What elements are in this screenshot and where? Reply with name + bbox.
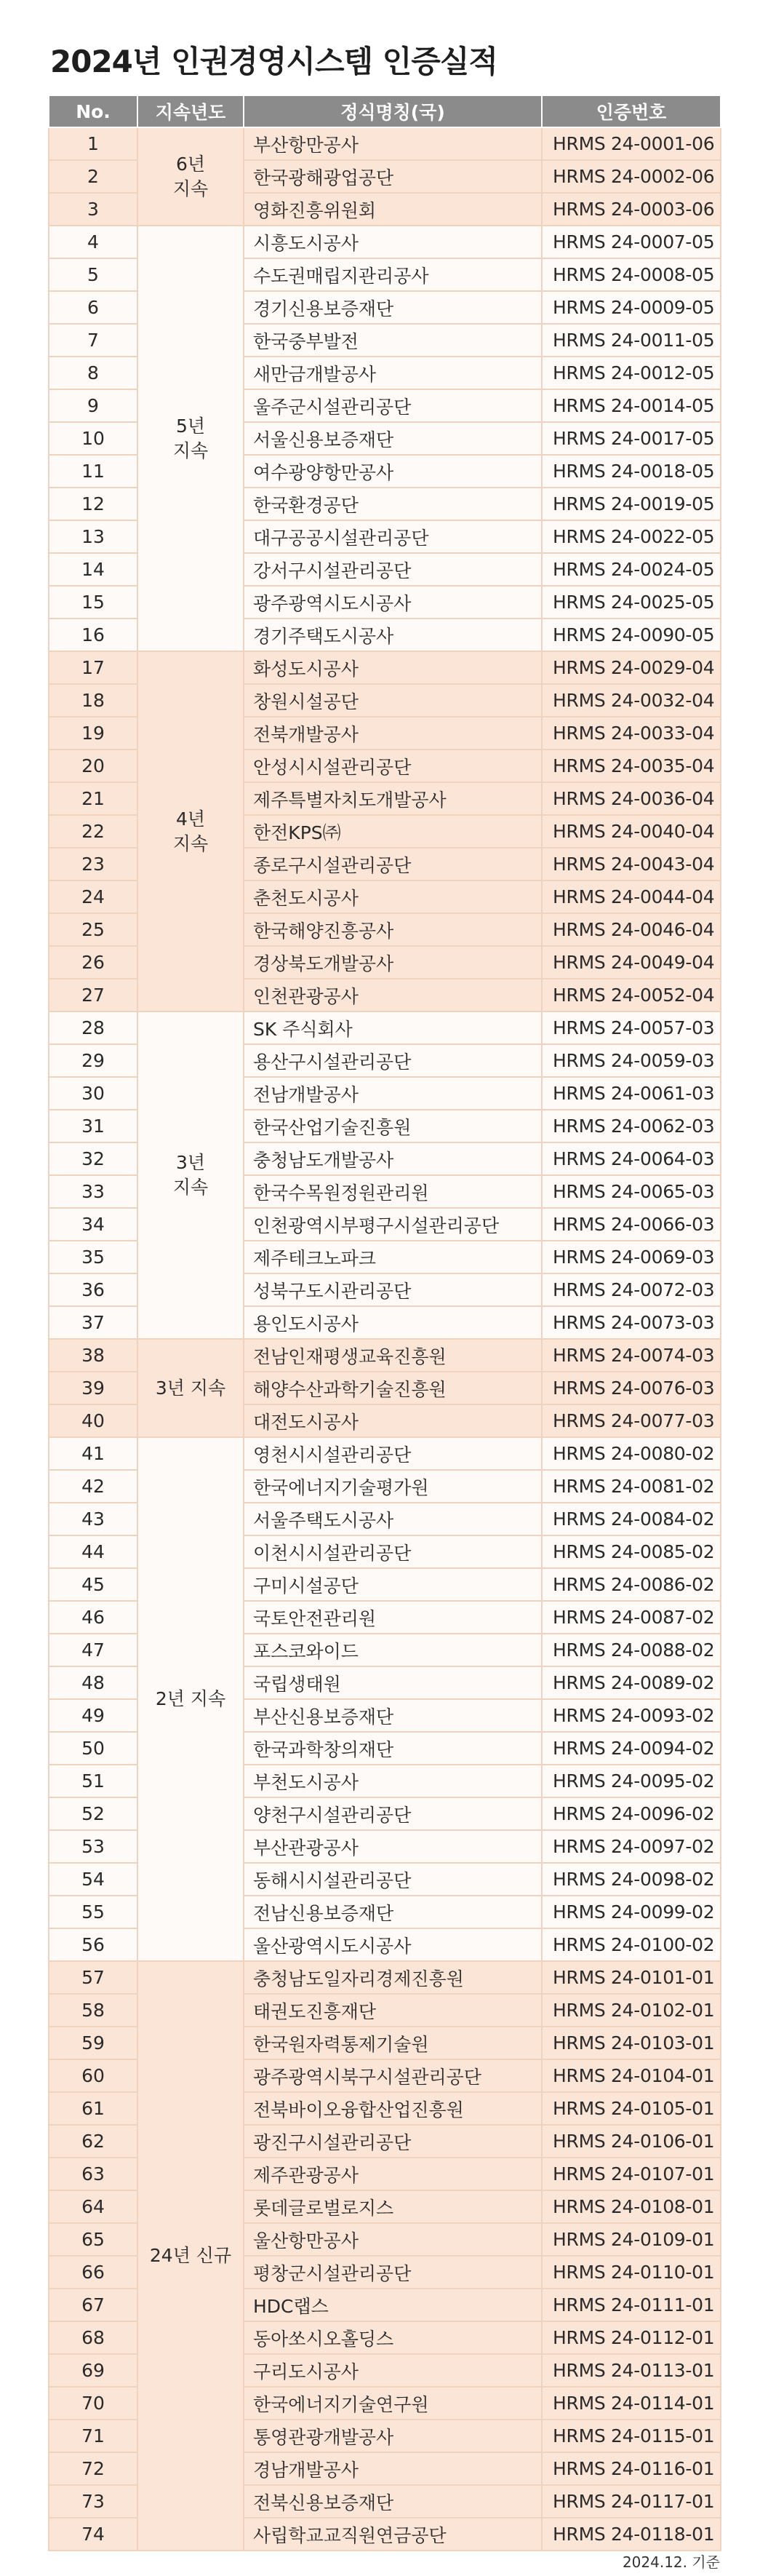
certification-number: HRMS 24-0087-02 bbox=[542, 1601, 721, 1634]
organization-name: 용산구시설관리공단 bbox=[244, 1044, 542, 1077]
organization-name: 화성도시공사 bbox=[244, 651, 542, 684]
organization-name: 성북구도시관리공단 bbox=[244, 1273, 542, 1306]
certification-number: HRMS 24-0100-02 bbox=[542, 1928, 721, 1961]
row-number: 9 bbox=[49, 389, 137, 422]
table-row bbox=[49, 226, 721, 258]
certification-number: HRMS 24-0069-03 bbox=[542, 1241, 721, 1273]
row-number: 51 bbox=[49, 1765, 137, 1797]
header-name: 정식명칭(국) bbox=[244, 95, 542, 127]
organization-name: 용인도시공사 bbox=[244, 1306, 542, 1339]
row-number: 43 bbox=[49, 1503, 137, 1535]
table-row bbox=[49, 1011, 721, 1044]
certification-number: HRMS 24-0003-06 bbox=[542, 193, 721, 226]
table-body bbox=[49, 127, 721, 2551]
certification-number: HRMS 24-0115-01 bbox=[542, 2420, 721, 2452]
organization-name: 서울주택도시공사 bbox=[244, 1503, 542, 1535]
organization-name: 사립학교교직원연금공단 bbox=[244, 2518, 542, 2551]
duration-group-label: 3년 지속 bbox=[137, 1339, 244, 1437]
certification-table-container bbox=[48, 95, 720, 2551]
row-number: 3 bbox=[49, 193, 137, 226]
certification-number: HRMS 24-0072-03 bbox=[542, 1273, 721, 1306]
organization-name: 부산관광공사 bbox=[244, 1830, 542, 1863]
certification-number: HRMS 24-0036-04 bbox=[542, 782, 721, 815]
row-number: 52 bbox=[49, 1797, 137, 1830]
row-number: 45 bbox=[49, 1568, 137, 1601]
certification-number: HRMS 24-0106-01 bbox=[542, 2125, 721, 2158]
row-number: 27 bbox=[49, 979, 137, 1011]
certification-number: HRMS 24-0066-03 bbox=[542, 1208, 721, 1241]
row-number: 32 bbox=[49, 1142, 137, 1175]
row-number: 73 bbox=[49, 2485, 137, 2518]
row-number: 60 bbox=[49, 2059, 137, 2092]
organization-name: 광주광역시도시공사 bbox=[244, 586, 542, 619]
row-number: 59 bbox=[49, 2027, 137, 2059]
certification-number: HRMS 24-0098-02 bbox=[542, 1863, 721, 1896]
certification-number: HRMS 24-0086-02 bbox=[542, 1568, 721, 1601]
certification-number: HRMS 24-0065-03 bbox=[542, 1175, 721, 1208]
certification-number: HRMS 24-0118-01 bbox=[542, 2518, 721, 2551]
organization-name: 창원시설공단 bbox=[244, 684, 542, 717]
organization-name: 한전KPS㈜ bbox=[244, 815, 542, 848]
certification-number: HRMS 24-0084-02 bbox=[542, 1503, 721, 1535]
row-number: 55 bbox=[49, 1896, 137, 1928]
header-cert-id: 인증번호 bbox=[542, 95, 721, 127]
certification-number: HRMS 24-0081-02 bbox=[542, 1470, 721, 1503]
organization-name: SK 주식회사 bbox=[244, 1011, 542, 1044]
organization-name: 동아쏘시오홀딩스 bbox=[244, 2321, 542, 2354]
certification-number: HRMS 24-0090-05 bbox=[542, 619, 721, 651]
certification-number: HRMS 24-0017-05 bbox=[542, 422, 721, 455]
organization-name: 통영관광개발공사 bbox=[244, 2420, 542, 2452]
duration-group-label: 5년 지속 bbox=[137, 226, 244, 651]
certification-number: HRMS 24-0046-04 bbox=[542, 913, 721, 946]
row-number: 46 bbox=[49, 1601, 137, 1634]
table-row bbox=[49, 1437, 721, 1470]
certification-number: HRMS 24-0008-05 bbox=[542, 258, 721, 291]
row-number: 53 bbox=[49, 1830, 137, 1863]
certification-number: HRMS 24-0085-02 bbox=[542, 1535, 721, 1568]
organization-name: 안성시시설관리공단 bbox=[244, 750, 542, 782]
certification-number: HRMS 24-0099-02 bbox=[542, 1896, 721, 1928]
row-number: 28 bbox=[49, 1011, 137, 1044]
organization-name: 광주광역시북구시설관리공단 bbox=[244, 2059, 542, 2092]
certification-number: HRMS 24-0057-03 bbox=[542, 1011, 721, 1044]
row-number: 6 bbox=[49, 291, 137, 324]
organization-name: 한국중부발전 bbox=[244, 324, 542, 357]
organization-name: 롯데글로벌로지스 bbox=[244, 2190, 542, 2223]
certification-number: HRMS 24-0114-01 bbox=[542, 2387, 721, 2420]
organization-name: HDC랩스 bbox=[244, 2289, 542, 2321]
row-number: 17 bbox=[49, 651, 137, 684]
organization-name: 광진구시설관리공단 bbox=[244, 2125, 542, 2158]
organization-name: 전북바이오융합산업진흥원 bbox=[244, 2092, 542, 2125]
row-number: 31 bbox=[49, 1110, 137, 1142]
organization-name: 한국원자력통제기술원 bbox=[244, 2027, 542, 2059]
organization-name: 제주관광공사 bbox=[244, 2158, 542, 2190]
row-number: 16 bbox=[49, 619, 137, 651]
table-row bbox=[49, 651, 721, 684]
certification-number: HRMS 24-0035-04 bbox=[542, 750, 721, 782]
organization-name: 한국산업기술진흥원 bbox=[244, 1110, 542, 1142]
certification-number: HRMS 24-0116-01 bbox=[542, 2452, 721, 2485]
organization-name: 해양수산과학기술진흥원 bbox=[244, 1372, 542, 1404]
row-number: 29 bbox=[49, 1044, 137, 1077]
certification-number: HRMS 24-0024-05 bbox=[542, 553, 721, 586]
organization-name: 한국에너지기술연구원 bbox=[244, 2387, 542, 2420]
organization-name: 춘천도시공사 bbox=[244, 880, 542, 913]
organization-name: 국토안전관리원 bbox=[244, 1601, 542, 1634]
row-number: 11 bbox=[49, 455, 137, 488]
certification-number: HRMS 24-0014-05 bbox=[542, 389, 721, 422]
table-row bbox=[49, 1339, 721, 1372]
row-number: 71 bbox=[49, 2420, 137, 2452]
row-number: 74 bbox=[49, 2518, 137, 2551]
certification-number: HRMS 24-0113-01 bbox=[542, 2354, 721, 2387]
row-number: 44 bbox=[49, 1535, 137, 1568]
organization-name: 한국과학창의재단 bbox=[244, 1732, 542, 1765]
duration-group-label: 3년 지속 bbox=[137, 1011, 244, 1339]
row-number: 54 bbox=[49, 1863, 137, 1896]
row-number: 8 bbox=[49, 357, 137, 389]
certification-number: HRMS 24-0059-03 bbox=[542, 1044, 721, 1077]
certification-number: HRMS 24-0002-06 bbox=[542, 160, 721, 193]
certification-number: HRMS 24-0103-01 bbox=[542, 2027, 721, 2059]
organization-name: 인천광역시부평구시설관리공단 bbox=[244, 1208, 542, 1241]
row-number: 33 bbox=[49, 1175, 137, 1208]
row-number: 63 bbox=[49, 2158, 137, 2190]
certification-number: HRMS 24-0073-03 bbox=[542, 1306, 721, 1339]
row-number: 40 bbox=[49, 1404, 137, 1437]
organization-name: 제주테크노파크 bbox=[244, 1241, 542, 1273]
certification-number: HRMS 24-0096-02 bbox=[542, 1797, 721, 1830]
row-number: 42 bbox=[49, 1470, 137, 1503]
organization-name: 전남신용보증재단 bbox=[244, 1896, 542, 1928]
organization-name: 울산광역시도시공사 bbox=[244, 1928, 542, 1961]
certification-number: HRMS 24-0029-04 bbox=[542, 651, 721, 684]
row-number: 58 bbox=[49, 1994, 137, 2027]
organization-name: 여수광양항만공사 bbox=[244, 455, 542, 488]
organization-name: 동해시시설관리공단 bbox=[244, 1863, 542, 1896]
organization-name: 시흥도시공사 bbox=[244, 226, 542, 258]
row-number: 38 bbox=[49, 1339, 137, 1372]
row-number: 56 bbox=[49, 1928, 137, 1961]
row-number: 50 bbox=[49, 1732, 137, 1765]
row-number: 5 bbox=[49, 258, 137, 291]
organization-name: 한국해양진흥공사 bbox=[244, 913, 542, 946]
organization-name: 종로구시설관리공단 bbox=[244, 848, 542, 880]
certification-number: HRMS 24-0001-06 bbox=[542, 127, 721, 160]
row-number: 49 bbox=[49, 1699, 137, 1732]
organization-name: 태권도진흥재단 bbox=[244, 1994, 542, 2027]
certification-number: HRMS 24-0095-02 bbox=[542, 1765, 721, 1797]
row-number: 20 bbox=[49, 750, 137, 782]
organization-name: 경기신용보증재단 bbox=[244, 291, 542, 324]
duration-group-label: 2년 지속 bbox=[137, 1437, 244, 1961]
certification-number: HRMS 24-0102-01 bbox=[542, 1994, 721, 2027]
row-number: 13 bbox=[49, 520, 137, 553]
organization-name: 구리도시공사 bbox=[244, 2354, 542, 2387]
row-number: 12 bbox=[49, 488, 137, 520]
certification-number: HRMS 24-0018-05 bbox=[542, 455, 721, 488]
organization-name: 대구공공시설관리공단 bbox=[244, 520, 542, 553]
certification-number: HRMS 24-0109-01 bbox=[542, 2223, 721, 2256]
row-number: 34 bbox=[49, 1208, 137, 1241]
certification-number: HRMS 24-0088-02 bbox=[542, 1634, 721, 1666]
row-number: 72 bbox=[49, 2452, 137, 2485]
certification-number: HRMS 24-0093-02 bbox=[542, 1699, 721, 1732]
row-number: 4 bbox=[49, 226, 137, 258]
organization-name: 경상북도개발공사 bbox=[244, 946, 542, 979]
organization-name: 충청남도일자리경제진흥원 bbox=[244, 1961, 542, 1994]
certification-number: HRMS 24-0032-04 bbox=[542, 684, 721, 717]
organization-name: 부산신용보증재단 bbox=[244, 1699, 542, 1732]
row-number: 10 bbox=[49, 422, 137, 455]
row-number: 39 bbox=[49, 1372, 137, 1404]
row-number: 41 bbox=[49, 1437, 137, 1470]
organization-name: 이천시시설관리공단 bbox=[244, 1535, 542, 1568]
organization-name: 인천관광공사 bbox=[244, 979, 542, 1011]
row-number: 21 bbox=[49, 782, 137, 815]
row-number: 36 bbox=[49, 1273, 137, 1306]
duration-group-label: 24년 신규 bbox=[137, 1961, 244, 2551]
certification-number: HRMS 24-0104-01 bbox=[542, 2059, 721, 2092]
duration-group-label: 4년 지속 bbox=[137, 651, 244, 1011]
certification-number: HRMS 24-0009-05 bbox=[542, 291, 721, 324]
certification-number: HRMS 24-0022-05 bbox=[542, 520, 721, 553]
organization-name: 경기주택도시공사 bbox=[244, 619, 542, 651]
organization-name: 영천시시설관리공단 bbox=[244, 1437, 542, 1470]
row-number: 15 bbox=[49, 586, 137, 619]
organization-name: 영화진흥위원회 bbox=[244, 193, 542, 226]
organization-name: 구미시설공단 bbox=[244, 1568, 542, 1601]
organization-name: 대전도시공사 bbox=[244, 1404, 542, 1437]
certification-number: HRMS 24-0033-04 bbox=[542, 717, 721, 750]
row-number: 26 bbox=[49, 946, 137, 979]
organization-name: 제주특별자치도개발공사 bbox=[244, 782, 542, 815]
row-number: 35 bbox=[49, 1241, 137, 1273]
header-years: 지속년도 bbox=[137, 95, 244, 127]
row-number: 57 bbox=[49, 1961, 137, 1994]
organization-name: 전북개발공사 bbox=[244, 717, 542, 750]
certification-number: HRMS 24-0112-01 bbox=[542, 2321, 721, 2354]
row-number: 30 bbox=[49, 1077, 137, 1110]
certification-number: HRMS 24-0111-01 bbox=[542, 2289, 721, 2321]
row-number: 48 bbox=[49, 1666, 137, 1699]
organization-name: 울주군시설관리공단 bbox=[244, 389, 542, 422]
certification-number: HRMS 24-0040-04 bbox=[542, 815, 721, 848]
certification-number: HRMS 24-0012-05 bbox=[542, 357, 721, 389]
organization-name: 부산항만공사 bbox=[244, 127, 542, 160]
row-number: 19 bbox=[49, 717, 137, 750]
organization-name: 포스코와이드 bbox=[244, 1634, 542, 1666]
duration-group-label: 6년 지속 bbox=[137, 127, 244, 226]
row-number: 62 bbox=[49, 2125, 137, 2158]
organization-name: 한국에너지기술평가원 bbox=[244, 1470, 542, 1503]
organization-name: 충청남도개발공사 bbox=[244, 1142, 542, 1175]
row-number: 22 bbox=[49, 815, 137, 848]
row-number: 65 bbox=[49, 2223, 137, 2256]
organization-name: 전남개발공사 bbox=[244, 1077, 542, 1110]
certification-number: HRMS 24-0089-02 bbox=[542, 1666, 721, 1699]
row-number: 61 bbox=[49, 2092, 137, 2125]
row-number: 14 bbox=[49, 553, 137, 586]
certification-number: HRMS 24-0107-01 bbox=[542, 2158, 721, 2190]
organization-name: 전남인재평생교육진흥원 bbox=[244, 1339, 542, 1372]
certification-number: HRMS 24-0025-05 bbox=[542, 586, 721, 619]
header-no: No. bbox=[49, 95, 137, 127]
organization-name: 전북신용보증재단 bbox=[244, 2485, 542, 2518]
row-number: 2 bbox=[49, 160, 137, 193]
certification-table bbox=[48, 95, 721, 2551]
row-number: 18 bbox=[49, 684, 137, 717]
organization-name: 한국광해광업공단 bbox=[244, 160, 542, 193]
footnote-date: 2024.12. 기준 bbox=[622, 2553, 720, 2571]
row-number: 37 bbox=[49, 1306, 137, 1339]
row-number: 69 bbox=[49, 2354, 137, 2387]
certification-number: HRMS 24-0110-01 bbox=[542, 2256, 721, 2289]
organization-name: 부천도시공사 bbox=[244, 1765, 542, 1797]
certification-number: HRMS 24-0043-04 bbox=[542, 848, 721, 880]
row-number: 68 bbox=[49, 2321, 137, 2354]
certification-number: HRMS 24-0117-01 bbox=[542, 2485, 721, 2518]
certification-number: HRMS 24-0074-03 bbox=[542, 1339, 721, 1372]
organization-name: 양천구시설관리공단 bbox=[244, 1797, 542, 1830]
organization-name: 새만금개발공사 bbox=[244, 357, 542, 389]
row-number: 7 bbox=[49, 324, 137, 357]
certification-number: HRMS 24-0080-02 bbox=[542, 1437, 721, 1470]
organization-name: 강서구시설관리공단 bbox=[244, 553, 542, 586]
organization-name: 한국수목원정원관리원 bbox=[244, 1175, 542, 1208]
row-number: 70 bbox=[49, 2387, 137, 2420]
row-number: 25 bbox=[49, 913, 137, 946]
organization-name: 한국환경공단 bbox=[244, 488, 542, 520]
organization-name: 서울신용보증재단 bbox=[244, 422, 542, 455]
certification-number: HRMS 24-0019-05 bbox=[542, 488, 721, 520]
row-number: 24 bbox=[49, 880, 137, 913]
row-number: 64 bbox=[49, 2190, 137, 2223]
certification-number: HRMS 24-0007-05 bbox=[542, 226, 721, 258]
certification-number: HRMS 24-0052-04 bbox=[542, 979, 721, 1011]
certification-number: HRMS 24-0064-03 bbox=[542, 1142, 721, 1175]
row-number: 1 bbox=[49, 127, 137, 160]
certification-number: HRMS 24-0062-03 bbox=[542, 1110, 721, 1142]
row-number: 23 bbox=[49, 848, 137, 880]
certification-number: HRMS 24-0105-01 bbox=[542, 2092, 721, 2125]
row-number: 66 bbox=[49, 2256, 137, 2289]
certification-number: HRMS 24-0076-03 bbox=[542, 1372, 721, 1404]
organization-name: 평창군시설관리공단 bbox=[244, 2256, 542, 2289]
organization-name: 국립생태원 bbox=[244, 1666, 542, 1699]
certification-number: HRMS 24-0061-03 bbox=[542, 1077, 721, 1110]
row-number: 47 bbox=[49, 1634, 137, 1666]
organization-name: 울산항만공사 bbox=[244, 2223, 542, 2256]
certification-number: HRMS 24-0101-01 bbox=[542, 1961, 721, 1994]
page-title: 2024년 인권경영시스템 인증실적 bbox=[50, 44, 498, 79]
organization-name: 수도권매립지관리공사 bbox=[244, 258, 542, 291]
table-header-row bbox=[49, 95, 721, 127]
certification-number: HRMS 24-0094-02 bbox=[542, 1732, 721, 1765]
row-number: 67 bbox=[49, 2289, 137, 2321]
certification-number: HRMS 24-0077-03 bbox=[542, 1404, 721, 1437]
certification-number: HRMS 24-0049-04 bbox=[542, 946, 721, 979]
certification-number: HRMS 24-0011-05 bbox=[542, 324, 721, 357]
table-row bbox=[49, 1961, 721, 1994]
organization-name: 경남개발공사 bbox=[244, 2452, 542, 2485]
table-row bbox=[49, 127, 721, 160]
certification-number: HRMS 24-0044-04 bbox=[542, 880, 721, 913]
certification-number: HRMS 24-0108-01 bbox=[542, 2190, 721, 2223]
certification-number: HRMS 24-0097-02 bbox=[542, 1830, 721, 1863]
